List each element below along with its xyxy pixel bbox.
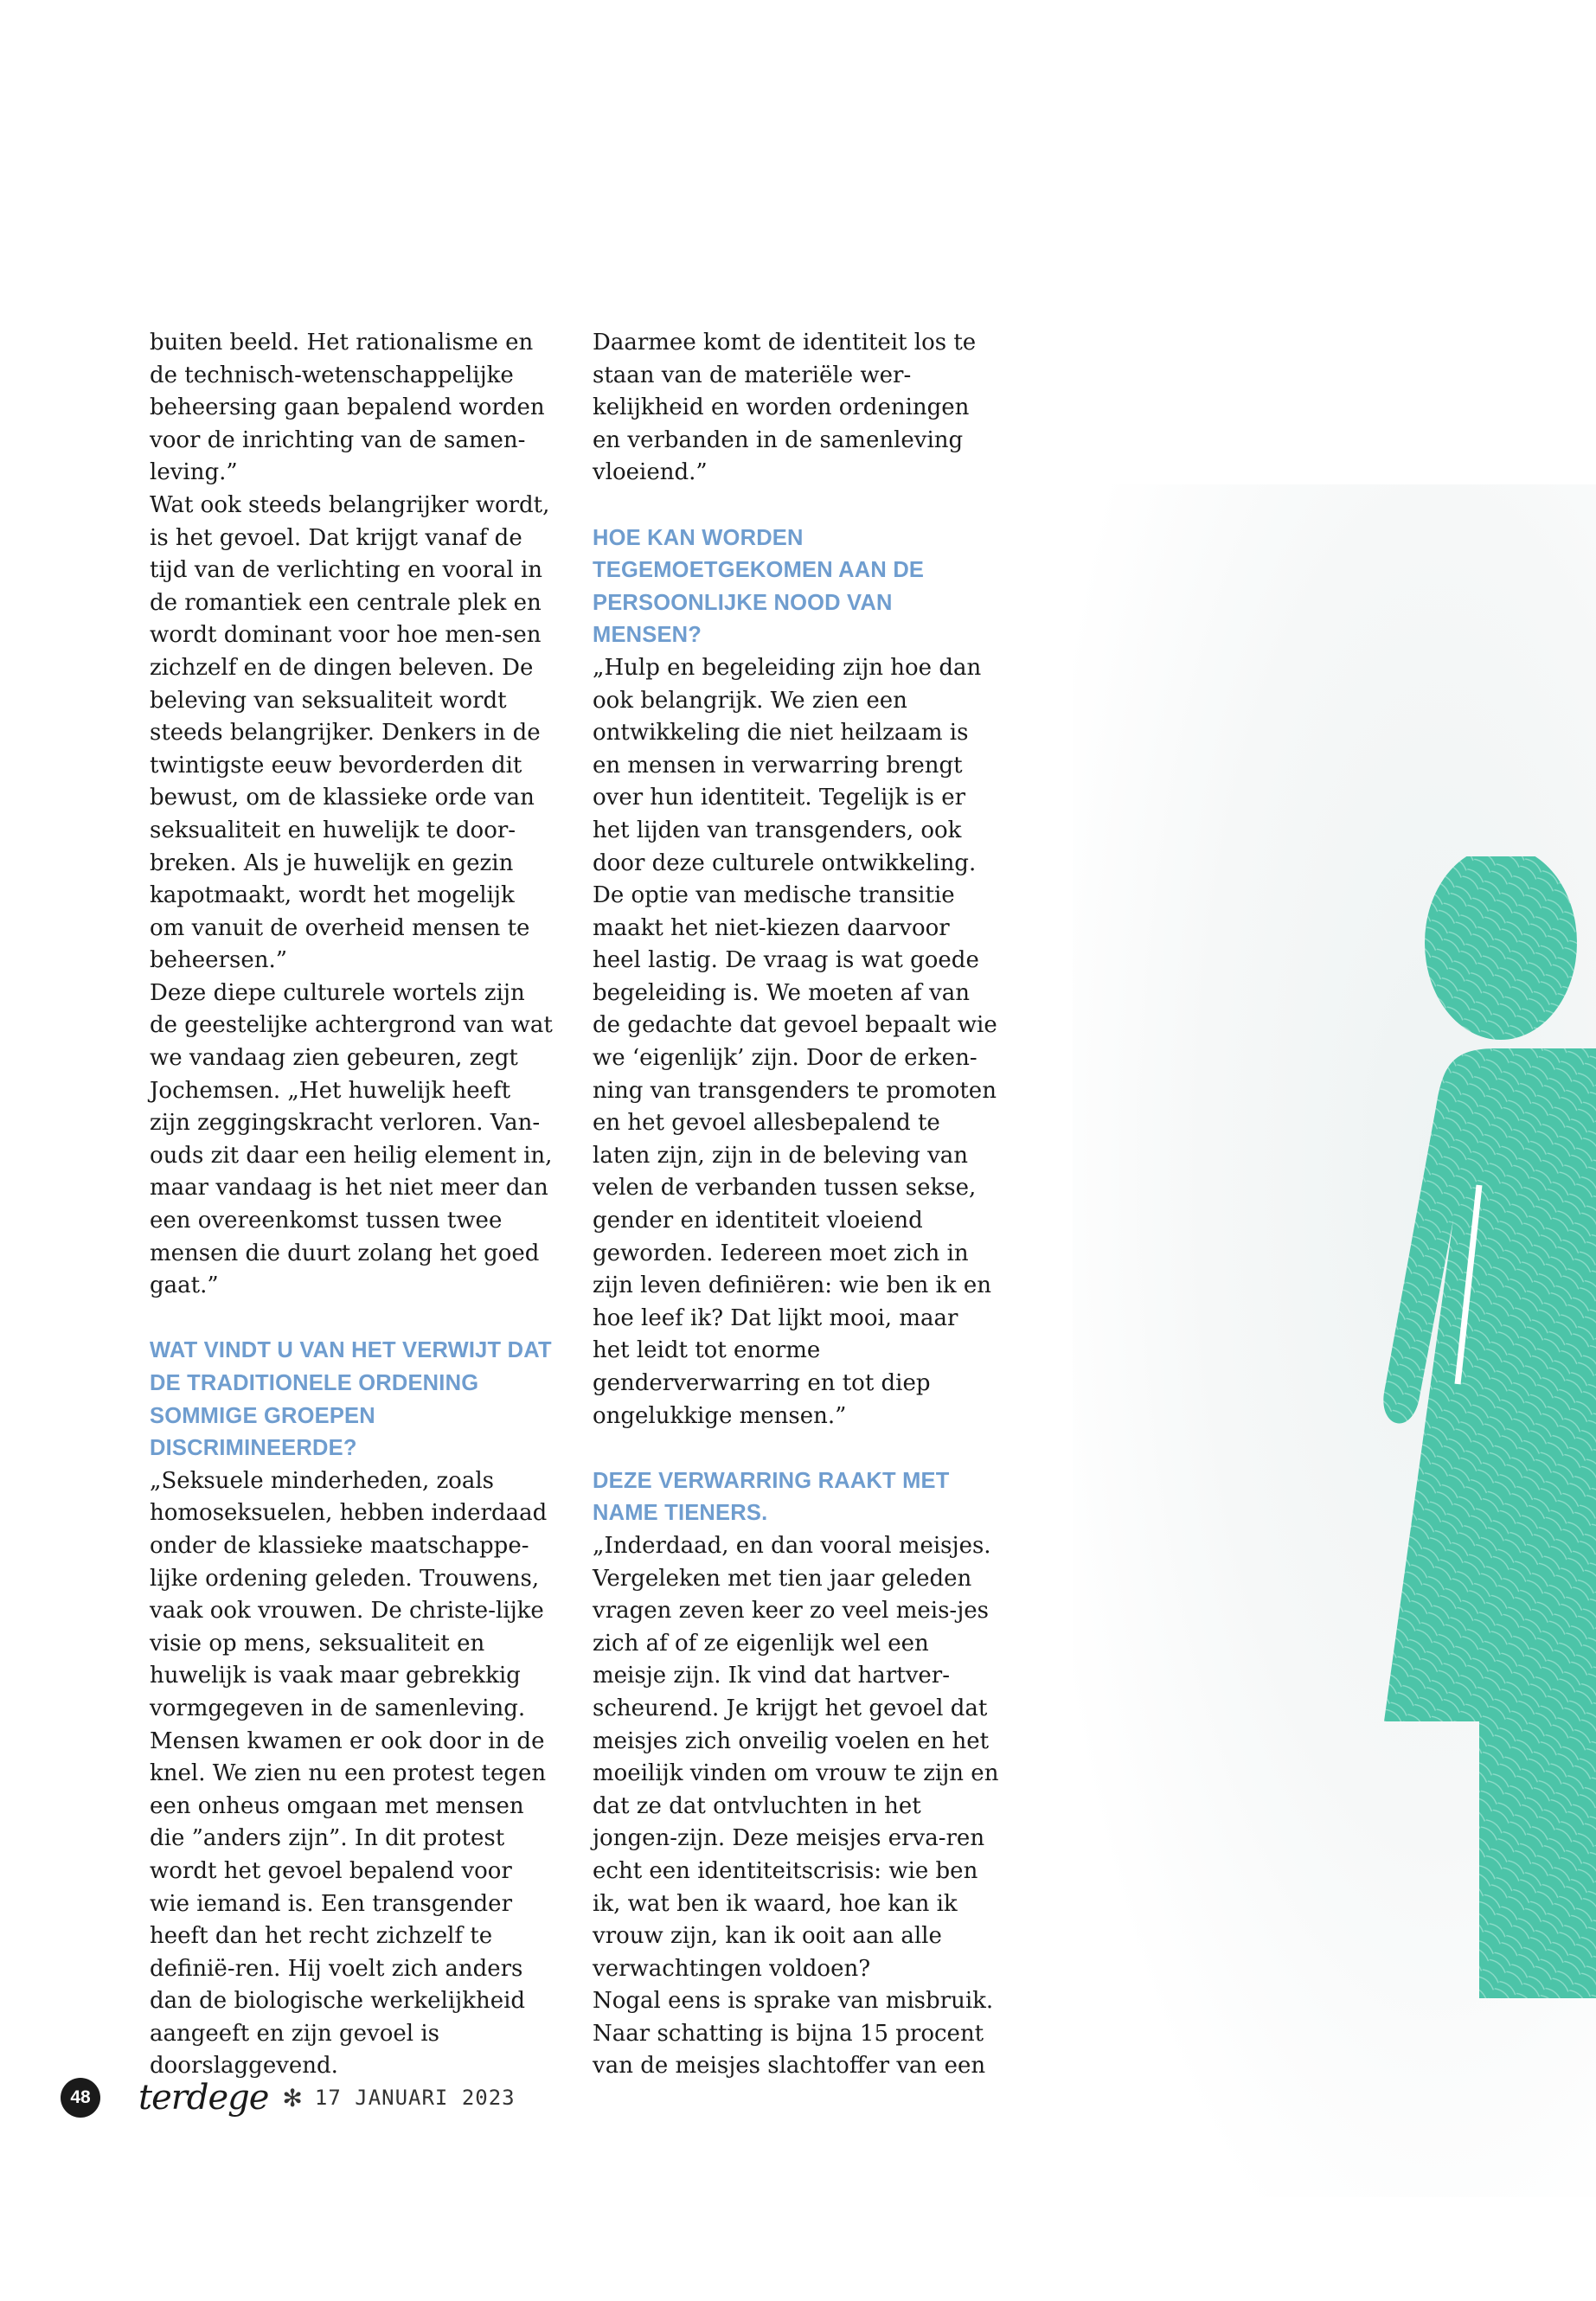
- question-heading: DEZE VERWARRING RAAKT MET NAME TIENERS.: [593, 1468, 950, 1526]
- paragraph: Deze diepe culturele wortels zijn de geestelijke achtergrond van wat we vandaag zien gebeuren, zegt Jochemsen. „Het huwelijk heeft zijn zeggingskracht verloren. Van-ouds zit daar een heilig element in, maar vandaag is het niet meer dan een overeenkomst tussen twee mensen die duurt zolang het goed gaat.”: [150, 979, 553, 1299]
- paragraph: „Inderdaad, en dan vooral meisjes. Vergeleken met tien jaar geleden vragen zeven keer zo veel meis-jes zich af of ze eigenlijk wel een meisje zijn. Ik vind dat hartver-scheurend. Je krijgt het gevoel dat meisjes zich onveilig voelen en het moeilijk vinden om vrouw te zijn en dat ze dat ontvluchten in het jongen-zijn. Deze meisjes erva-ren echt een identiteitscrisis: wie ben ik, wat ben ik waard, hoe kan ik vrouw zijn, kan ik ooit aan alle verwachtingen voldoen?: [593, 1532, 999, 1982]
- issue-date: 17 JANUARI 2023: [314, 2086, 516, 2110]
- paragraph: „Hulp en begeleiding zijn hoe dan ook belangrijk. We zien een ontwikkeling die niet heilzaam is en mensen in verwarring brengt over hun identiteit. Tegelijk is er het lijden van transgenders, ook door deze culturele ontwikkeling. De optie van medische transitie maakt het niet-kiezen daarvoor heel lastig. De vraag is wat goede begeleiding is. We moeten af van de gedachte dat gevoel bepaalt wie we ‘eigenlijk’ zijn. Door de erken-ning van transgenders te promoten en het gevoel allesbepalend te laten zijn, zijn in de beleving van velen de verbanden tussen sekse, gender en identiteit vloeiend geworden. Iedereen moet zich in zijn leven definiëren: wie ben ik en hoe leef ik? Dat lijkt mooi, maar het leidt tot enorme genderverwarring en tot diep ongelukkige mensen.”: [593, 654, 997, 1429]
- female-figure-illustration: [1349, 856, 1596, 1998]
- article-column-left: [150, 327, 556, 2083]
- page-number: 48: [61, 2078, 100, 2118]
- paragraph: Nogal eens is sprake van misbruik. Naar schatting is bijna 15 procent van de meisjes slachtoffer van een: [593, 1988, 994, 2080]
- paragraph: „Seksuele minderheden, zoals homoseksuelen, hebben inderdaad onder de klassieke maatschappe-lijke ordening geleden. Trouwens, vaak ook vrouwen. De christe-lijke visie op mens, seksualiteit en huwelijk is vaak maar gebrekkig vormgegeven in de samenleving. Mensen kwamen er ook door in de knel. We zien nu een protest tegen een onheus omgaan met mensen die ”anders zijn”. In dit protest wordt het gevoel bepalend voor wie iemand is. Een transgender heeft dan het recht zichzelf te definië-ren. Hij voelt zich anders dan de biologische werkelijkheid aangeeft en zijn gevoel is doorslaggevend.: [150, 1467, 548, 2080]
- page-footer: [61, 2076, 516, 2119]
- question-heading: HOE KAN WORDEN TEGEMOETGEKOMEN AAN DE PERSOONLIJKE NOOD VAN MENSEN?: [593, 525, 925, 648]
- figure-head: [1425, 856, 1577, 1040]
- asterisk-icon: ✻: [282, 2083, 303, 2112]
- article-column-right: [593, 327, 999, 2083]
- paragraph: Wat ook steeds belangrijker wordt, is het gevoel. Dat krijgt vanaf de tijd van de verlichting en vooral in de romantiek een centrale plek en wordt dominant voor hoe men-sen zichzelf en de dingen beleven. De beleving van seksualiteit wordt steeds belangrijker. Denkers in de twintigste eeuw bevorderden dit bewust, om de klassieke orde van seksualiteit en huwelijk te door-breken. Als je huwelijk en gezin kapotmaakt, wordt het mogelijk om vanuit de overheid mensen te beheersen.”: [150, 491, 550, 974]
- paragraph: Daarmee komt de identiteit los te staan van de materiële wer-kelijkheid en worden ordeningen en verbanden in de samenleving vloeiend.”: [593, 330, 977, 486]
- question-heading: WAT VINDT U VAN HET VERWIJT DAT DE TRADITIONELE ORDENING SOMMIGE GROEPEN DISCRIMINEERDE?: [150, 1338, 552, 1461]
- magazine-logo: terdege: [138, 2078, 269, 2118]
- paragraph: buiten beeld. Het rationalisme en de technisch-wetenschappelijke beheersing gaan bepalend worden voor de inrichting van de samen-leving.”: [150, 330, 545, 486]
- figure-body: [1383, 1048, 1596, 1998]
